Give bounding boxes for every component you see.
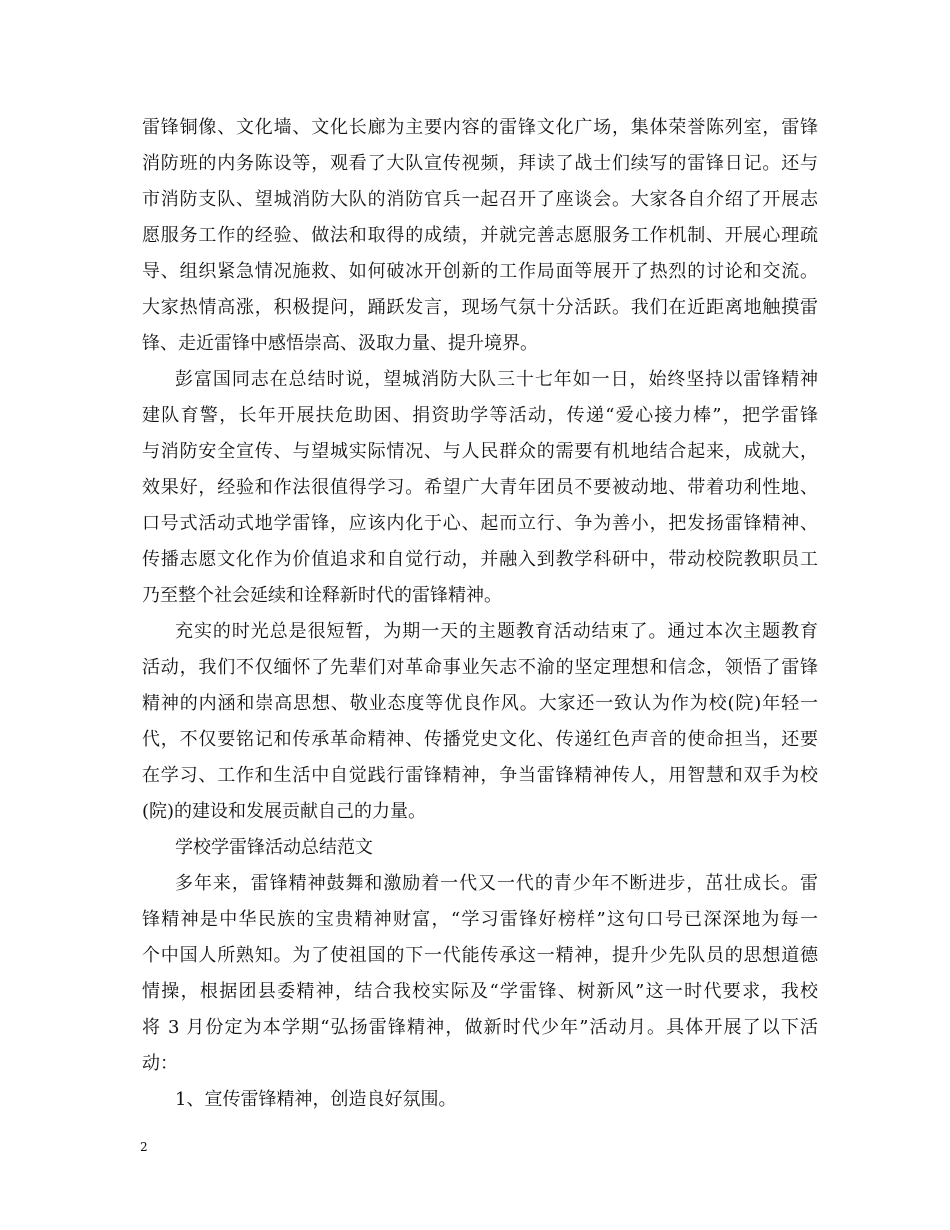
text-line: 导、组织紧急情况施救、如何破冰开创新的工作局面等展开了热烈的讨论和交流。 [142, 261, 818, 282]
page-number: 2 [140, 1140, 148, 1154]
text-line: 个中国人所熟知。为了使祖国的下一代能传承这一精神，提升少先队员的思想道德 [142, 945, 818, 966]
text-line: 情操，根据团县委精神，结合我校实际及“学雷锋、树新风”这一时代要求，我校 [142, 981, 818, 1002]
text-line: 雷锋铜像、文化墙、文化长廊为主要内容的雷锋文化广场，集体荣誉陈列室，雷锋 [142, 117, 818, 138]
text-line: 代，不仅要铭记和传承革命精神、传播党史文化、传递红色声音的使命担当，还要 [142, 729, 818, 750]
text-line: 愿服务工作的经验、做法和取得的成绩，并就完善志愿服务工作机制、开展心理疏 [142, 225, 818, 246]
text-line: 口号式活动式地学雷锋，应该内化于心、起而立行、争为善小，把发扬雷锋精神、 [142, 513, 818, 534]
text-line: 乃至整个社会延续和诠释新时代的雷锋精神。 [142, 585, 502, 606]
text-line: 充实的时光总是很短暂，为期一天的主题教育活动结束了。通过本次主题教育 [175, 621, 818, 642]
text-line: 消防班的内务陈设等，观看了大队宣传视频，拜读了战士们续写的雷锋日记。还与 [142, 153, 818, 174]
text-line: 锋、走近雷锋中感悟崇高、汲取力量、提升境界。 [142, 333, 538, 354]
text-line: (院)的建设和发展贡献自己的力量。 [142, 801, 427, 822]
text-line: 1、宣传雷锋精神，创造良好氛围。 [175, 1089, 457, 1110]
text-line: 活动，我们不仅缅怀了先辈们对革命事业矢志不渝的坚定理想和信念，领悟了雷锋 [142, 657, 818, 678]
text-line: 传播志愿文化作为价值追求和自觉行动，并融入到教学科研中，带动校院教职员工 [142, 549, 818, 570]
text-line: 建队育警，长年开展扶危助困、捐资助学等活动，传递“爱心接力棒”，把学雷锋 [142, 405, 818, 426]
text-line: 市消防支队、望城消防大队的消防官兵一起召开了座谈会。大家各自介绍了开展志 [142, 189, 818, 210]
text-line: 动： [142, 1053, 178, 1074]
text-line: 精神的内涵和崇高思想、敬业态度等优良作风。大家还一致认为作为校(院)年轻一 [142, 693, 818, 714]
text-line: 多年来，雷锋精神鼓舞和激励着一代又一代的青少年不断进步，茁壮成长。雷 [175, 873, 818, 894]
text-line: 大家热情高涨，积极提问，踊跃发言，现场气氛十分活跃。我们在近距离地触摸雷 [142, 297, 818, 318]
text-line: 彭富国同志在总结时说，望城消防大队三十七年如一日，始终坚持以雷锋精神 [175, 369, 818, 390]
text-line: 效果好，经验和作法很值得学习。希望广大青年团员不要被动地、带着功利性地、 [142, 477, 818, 498]
text-line: 在学习、工作和生活中自觉践行雷锋精神，争当雷锋精神传人，用智慧和双手为校 [142, 765, 818, 786]
text-line: 将 3 月份定为本学期“弘扬雷锋精神，做新时代少年”活动月。具体开展了以下活 [142, 1017, 818, 1038]
text-line: 与消防安全宣传、与望城实际情况、与人民群众的需要有机地结合起来，成就大， [142, 441, 818, 462]
text-line: 学校学雷锋活动总结范文 [175, 837, 373, 858]
document-body [142, 110, 818, 1118]
text-line: 锋精神是中华民族的宝贵精神财富，“学习雷锋好榜样”这句口号已深深地为每一 [142, 909, 818, 930]
